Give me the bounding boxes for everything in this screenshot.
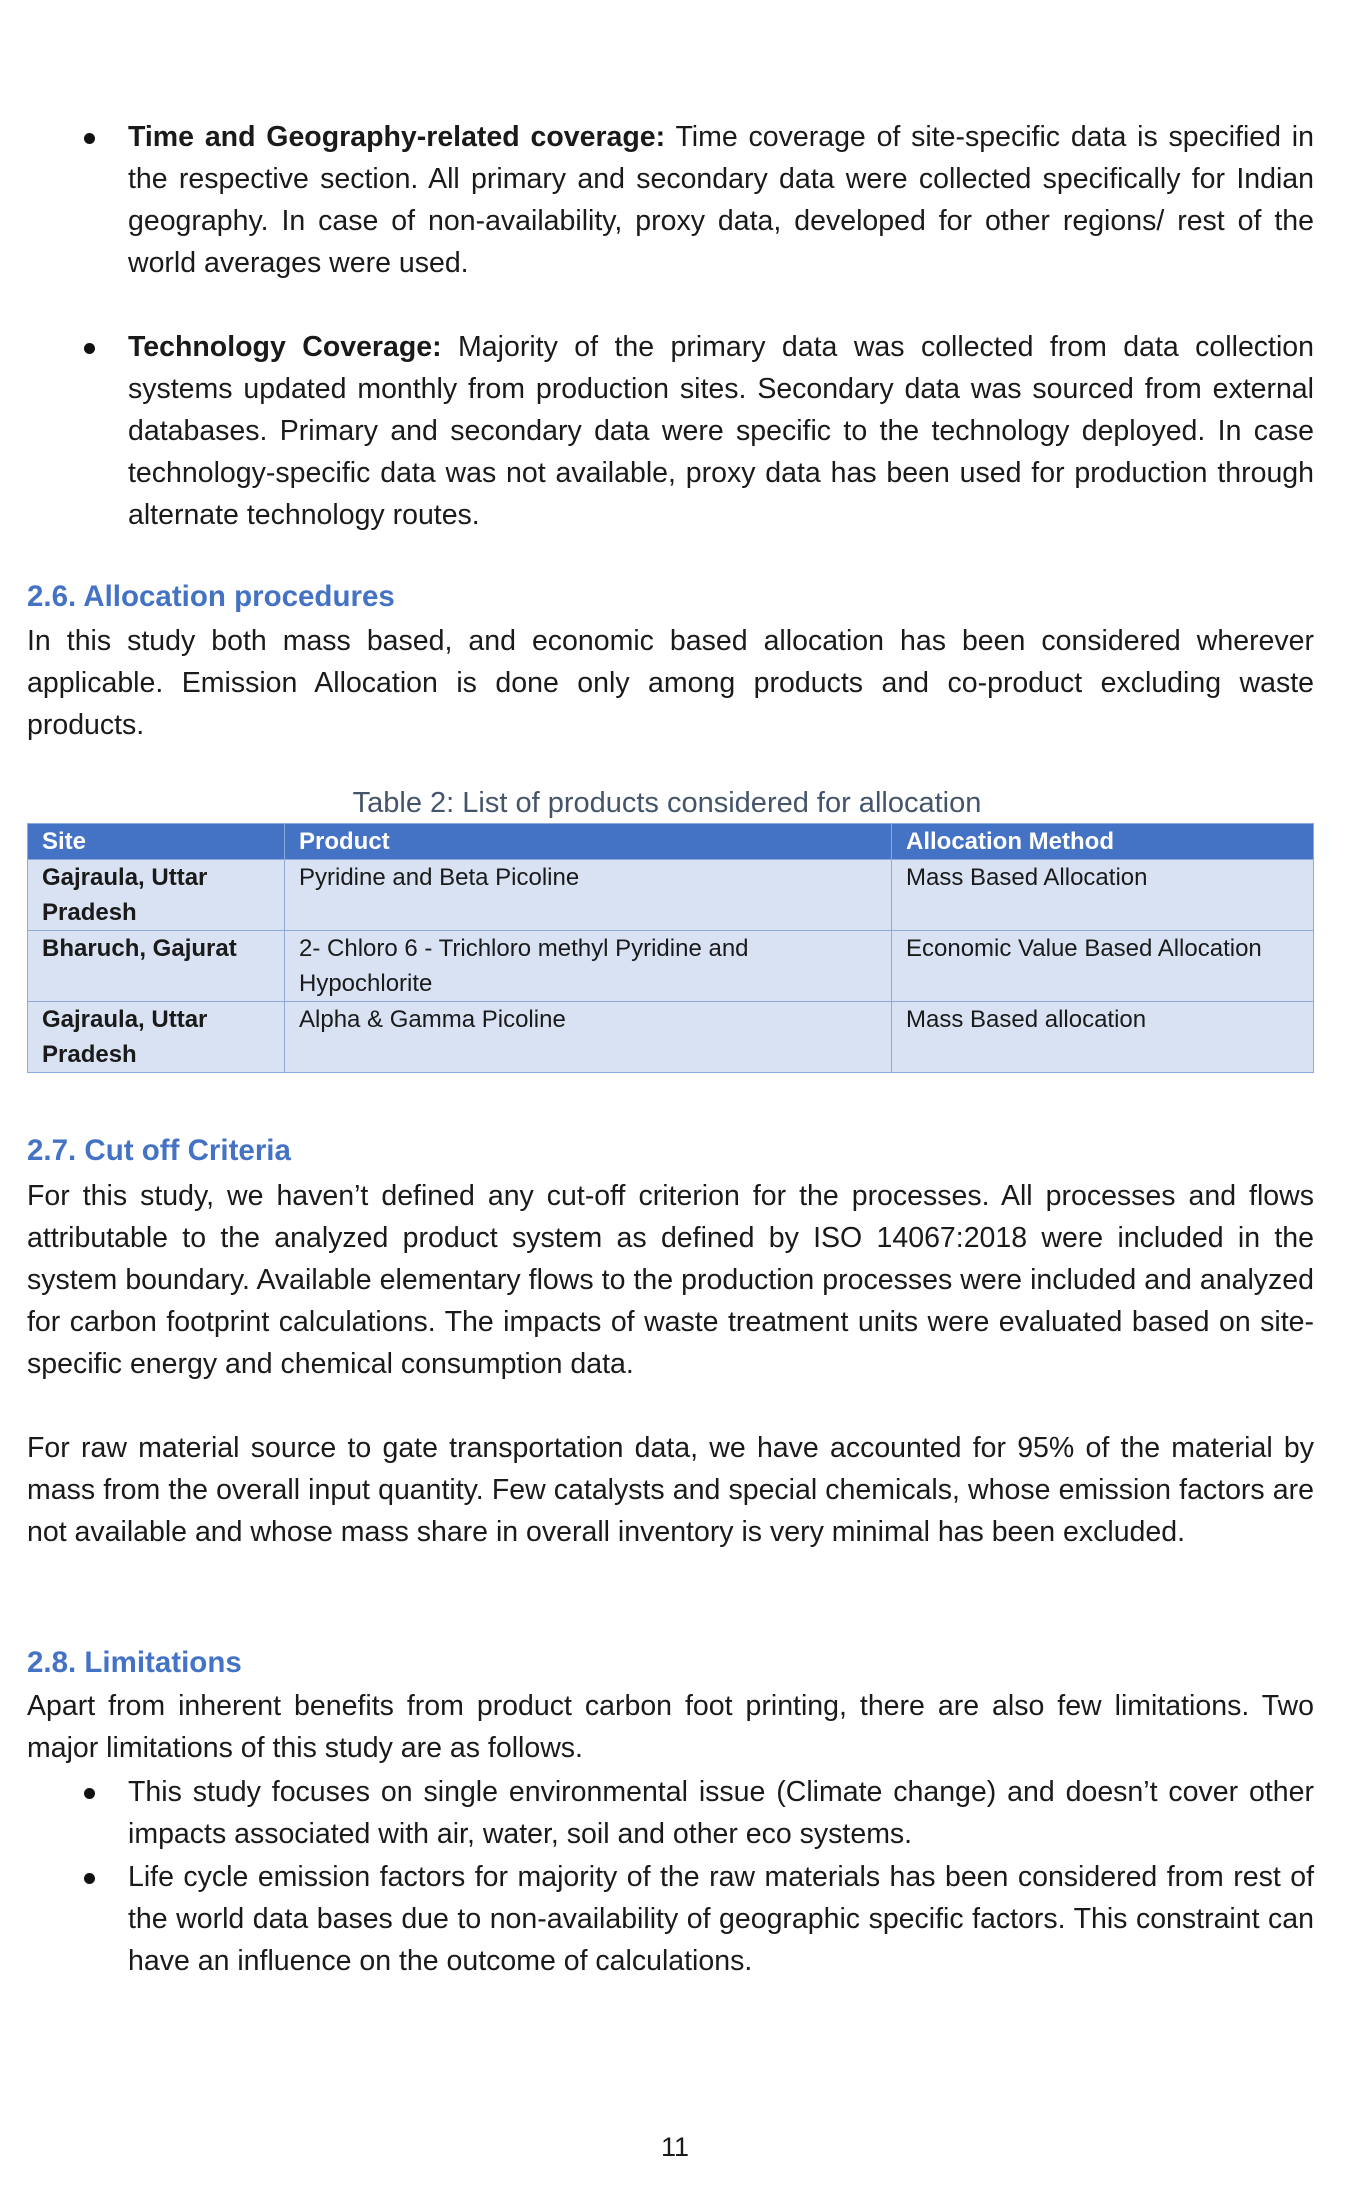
- header-site: Site: [28, 824, 285, 860]
- table-caption: Table 2: List of products considered for allocation: [352, 787, 982, 819]
- section-heading-allocation: 2.6. Allocation procedures: [27, 580, 395, 613]
- bullet-text: This study focuses on single environmental issue (Climate change) and doesn’t cover other impacts associated with air, water, soil and other eco systems.: [128, 1776, 1314, 1850]
- header-product: Product: [285, 824, 892, 860]
- limitation-bullet: [128, 1856, 1314, 1982]
- table-row: [28, 860, 1314, 931]
- allocation-paragraph: In this study both mass based, and economic based allocation has been considered wherever applicable. Emission Allocation is done only among products and co-product excluding waste products.: [27, 625, 1314, 741]
- bullet-term: Time and Geography-related coverage:: [128, 121, 666, 153]
- cell-site: Gajraula, Uttar Pradesh: [28, 860, 285, 931]
- bullet-text: Majority of the primary data was collected from data collection systems updated monthly from production sites. Secondary data was sourced from external databases. Primary and secondary data were specific to the technology deployed. In case technology-specific data was not available, proxy data has been used for production through alternate technology routes.: [128, 331, 1314, 531]
- cutoff-paragraph-1: For this study, we haven’t defined any cut-off criterion for the processes. All processes and flows attributable to the analyzed product system as defined by ISO 14067:2018 were included in the system boundary. Available elementary flows to the production processes were included and analyzed for carbon footprint calculations. The impacts of waste treatment units were evaluated based on site-specific energy and chemical consumption data.: [27, 1180, 1314, 1380]
- table-header-row: [28, 824, 1314, 860]
- cell-product: Alpha & Gamma Picoline: [285, 1002, 892, 1073]
- section-heading-cutoff: 2.7. Cut off Criteria: [27, 1134, 291, 1167]
- cell-allocation-method: Economic Value Based Allocation: [892, 931, 1314, 1002]
- bullet-text: Life cycle emission factors for majority of the raw materials has been considered from rest of the world data bases due to non-availability of geographic specific factors. This constraint can have an influence on the outcome of calculations.: [128, 1861, 1314, 1977]
- bullet-technology-coverage: [128, 326, 1314, 536]
- header-allocation-method: Allocation Method: [892, 824, 1314, 860]
- bullet-dot: [84, 133, 95, 144]
- bullet-dot: [84, 343, 95, 354]
- bullet-dot: [84, 1788, 95, 1799]
- cell-allocation-method: Mass Based Allocation: [892, 860, 1314, 931]
- cell-allocation-method: Mass Based allocation: [892, 1002, 1314, 1073]
- cell-product: 2- Chloro 6 - Trichloro methyl Pyridine and Hypochlorite: [285, 931, 892, 1002]
- limitations-paragraph: Apart from inherent benefits from product carbon foot printing, there are also few limitations. Two major limitations of this study are as follows.: [27, 1690, 1314, 1764]
- bullet-time-geography: [128, 116, 1314, 284]
- table-row: [28, 1002, 1314, 1073]
- bullet-dot: [84, 1873, 95, 1884]
- cell-site: Gajraula, Uttar Pradesh: [28, 1002, 285, 1073]
- cutoff-paragraph-2: For raw material source to gate transportation data, we have accounted for 95% of the material by mass from the overall input quantity. Few catalysts and special chemicals, whose emission factors are not available and whose mass share in overall inventory is very minimal has been excluded.: [27, 1432, 1314, 1548]
- limitation-bullet: [128, 1771, 1314, 1855]
- table-row: [28, 931, 1314, 1002]
- cell-site: Bharuch, Gajurat: [28, 931, 285, 1002]
- cell-product: Pyridine and Beta Picoline: [285, 860, 892, 931]
- bullet-term: Technology Coverage:: [128, 331, 442, 363]
- section-heading-limitations: 2.8. Limitations: [27, 1646, 242, 1679]
- page-number: 11: [660, 2132, 690, 2162]
- allocation-table: [27, 823, 1314, 1073]
- bullet-text: Time coverage of site-specific data is specified in the respective section. All primary and secondary data were collected specifically for Indian geography. In case of non-availability, proxy data, developed for other regions/ rest of the world averages were used.: [128, 121, 1314, 279]
